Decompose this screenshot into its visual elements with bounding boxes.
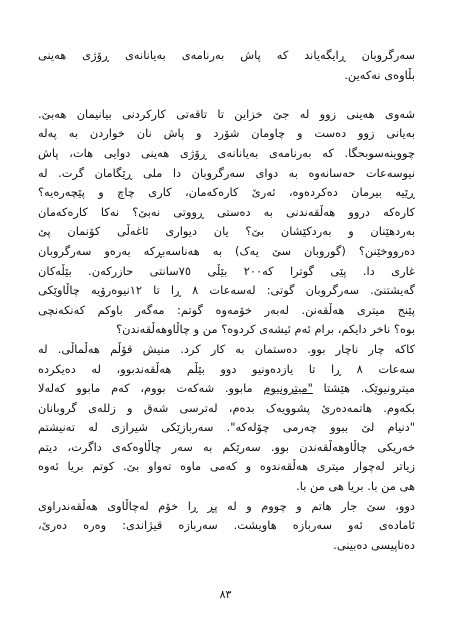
text-line: زیاتر لەچوار میتری هەڵقەندوە و کەمی ماوە تەواو بێ. کوتم بریا ئەوە — [38, 459, 415, 474]
text-segment: میترونیوێک. هێشتا — [312, 381, 415, 396]
text-line: سەرگروبان ڕایگەیاند کە پاش بەرنامەی بەیانانەی ڕۆژی هەینی — [38, 48, 415, 62]
paragraph-4 — [38, 497, 415, 556]
text-line: کاکە چار ناچار بوو. دەستمان بە کار کرد. منیش قۆڵم هەڵماڵی. لە — [38, 341, 415, 356]
paragraph-2 — [38, 105, 415, 340]
text-line: شەوی هەینی زوو لە جێ خزاین تا تاقەتی کارکردنی بیانیمان هەبێ. — [38, 106, 415, 121]
text-line: چووینەسوبحگا. کە بەرنامەی بەیانانەی ڕۆژی هەینی دوایی هات، پاش — [38, 145, 415, 160]
underlined-phrase: "میترونیوم — [263, 381, 313, 396]
text-line: ئامادەی ئەو سەربازە هاویشت. سەربازە قیژاندی: وەرە دەرێ، — [38, 518, 415, 533]
text-line: پێنج میتری هەڵقەنن. لەبەر خۆمەوە گوتم: مەگەر باوکم کەنکەنچی — [38, 302, 415, 317]
paragraph-1 — [38, 46, 415, 85]
text-line: هی من با. بریا هی من با. — [296, 479, 415, 494]
text-line: خەریکی چاڵاوهەڵقەندن بوو. سەرێکم بە سەر چاڵاوەکەی داگرت، دیتم — [38, 439, 415, 454]
text-line: دەناپیسی دەبینی. — [333, 537, 415, 552]
text-line: بەردهێنان و بەردکێشان بێ؟ یان دیواری ئاغەڵی کۆنمان پێ — [38, 224, 415, 239]
text-line: کارەکە دروو هەڵقەندنی بە دەستی ڕووتی نەبێ؟ نەکا کارەکەمان — [38, 204, 415, 219]
text-line: نیوسەعات حەسانەوە بە دوای سەرگروبان دا ملی ڕێگامان گرت. لە — [38, 165, 415, 180]
text-segment: مابوو. شەکەت بووم، کەم مابوو کەلەلا — [38, 381, 264, 396]
text-line: غاری دا. پێی گوترا کە٢٠٠ بێڵی ٧٥سانتی حازرکەن. بێڵەکان — [38, 263, 415, 278]
text-line: گەیشتنێ. سەرگروبان گوتی: لەسەعات ٨ ڕا تا ١٢نیوەرۆیە چاڵاوێکی — [38, 283, 415, 298]
text-line: دەرووخێنن؟ (گوروبان سێ یەک) بە هەناسەبڕکە بەرەو سەرگروبان — [38, 243, 415, 258]
text-line: "دنیام لێ ببوو چەرمی چۆلەکە". سەربازێکی شیرازی لە تەنیشتم — [38, 420, 415, 435]
text-line: بوە؟ ناخر دایکم، برام ئەم ئیشەی کردوە؟ من و چاڵاوهەڵقەندن؟ — [116, 322, 415, 337]
text-line: ڕێیە بیرمان دەکردەوە، ئەرێ کارەکەمان، کاری چاچ و پێچەرەیە؟ — [38, 185, 415, 200]
text-line: بەیانی زوو دەست و چاومان شۆرد و پاش نان خواردن بە پەلە — [38, 126, 415, 141]
text-line: بکەوم. هاتمەدەرێ پشوویەک بدەم، لەترسی شەق و زللەی گروبانان — [38, 400, 415, 415]
paragraph-3 — [38, 340, 415, 497]
text-line — [38, 379, 415, 399]
page-number: ٨٣ — [219, 588, 232, 601]
text-line: سەعات ٨ ڕا تا یازدەونیو دوو بێڵم هەڵقەندبوو، لە دەیکردە — [38, 361, 415, 376]
body-text — [38, 46, 415, 555]
text-line: بڵاوەی نەکەین. — [344, 67, 415, 82]
text-line: دوو، سێ جار هاتم و چووم و لە پڕ ڕا خۆم لەچاڵاوی هەڵقەندراوی — [38, 498, 415, 513]
